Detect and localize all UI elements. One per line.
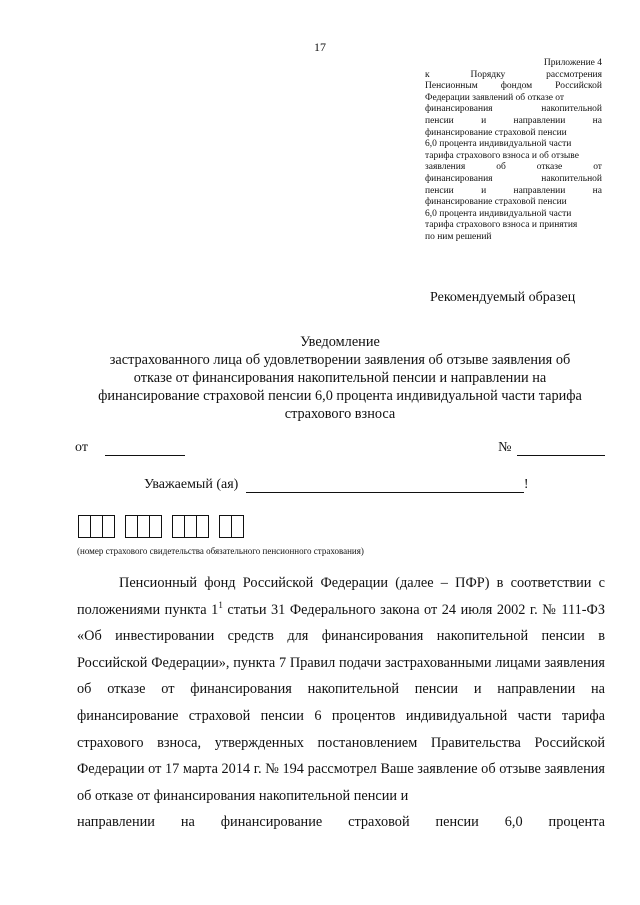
appendix-word: и [481, 185, 487, 196]
appendix-word: накопительной [541, 173, 602, 184]
body-text [77, 570, 605, 836]
snils-group-1[interactable] [78, 515, 115, 538]
body-last-line-word: пенсии [435, 814, 479, 831]
notice-subtitle-line-3: финансирование страховой пенсии 6,0 процента индивидуальной части тарифа [98, 388, 582, 404]
body-last-line [77, 809, 605, 836]
appendix-word: об [496, 162, 506, 173]
body-last-line-word: направлении [77, 814, 155, 831]
appendix-line [425, 70, 602, 82]
body-last-line-word: процента [548, 814, 605, 831]
notice-title: Уведомление [300, 334, 380, 350]
appendix-word: заявления [425, 162, 466, 173]
appendix-line [425, 104, 602, 116]
greeting-line [144, 477, 528, 493]
appendix-word: тарифа страхового взноса и принятия [425, 220, 578, 231]
appendix-word: Пенсионным [425, 81, 478, 92]
notice-subtitle-line-4: страхового взноса [284, 406, 396, 422]
number-blank[interactable] [517, 441, 605, 456]
appendix-line [425, 81, 602, 93]
body-last-line-word: финансирование [220, 814, 323, 831]
appendix-block [425, 58, 602, 244]
appendix-word: на [592, 115, 602, 126]
appendix-word: тарифа страхового взноса и об отзыве [425, 150, 579, 161]
appendix-word: от [593, 162, 602, 173]
appendix-word: 6,0 процента индивидуальной части [425, 208, 572, 219]
appendix-line [425, 209, 602, 221]
body-last-line-word: 6,0 [504, 814, 523, 831]
snils-boxes[interactable] [78, 515, 244, 538]
number-field[interactable] [498, 440, 605, 456]
notice-subtitle-line-2: отказе от финансирования накопительной пенсии и направлении на [133, 370, 547, 386]
appendix-line [425, 116, 602, 128]
appendix-word: Порядку [470, 69, 506, 80]
appendix-word: финансирования [425, 173, 493, 184]
appendix-line [425, 139, 602, 151]
snils-cell[interactable] [196, 515, 209, 538]
snils-cell[interactable] [231, 515, 244, 538]
appendix-line [425, 93, 602, 105]
number-label: № [498, 440, 512, 455]
body-last-line-word: страховой [348, 814, 410, 831]
date-field[interactable] [75, 440, 185, 456]
appendix-line [425, 128, 602, 140]
appendix-word: по ним решений [425, 231, 492, 242]
notice-heading [80, 333, 600, 423]
appendix-word: рассмотрения [546, 69, 602, 80]
body-last-line-word: на [180, 814, 195, 831]
snils-group-2[interactable] [125, 515, 162, 538]
appendix-word: отказе [536, 162, 563, 173]
appendix-line [425, 174, 602, 186]
appendix-word: пенсии [425, 115, 454, 126]
appendix-lines [425, 70, 602, 244]
appendix-word: фондом [500, 81, 533, 92]
snils-group-3[interactable] [172, 515, 209, 538]
body-paragraph [77, 570, 605, 809]
appendix-line [425, 151, 602, 163]
notice-subtitle-line-1: застрахованного лица об удовлетворении заявления об отзыве заявления об [109, 352, 571, 368]
snils-cell[interactable] [149, 515, 162, 538]
appendix-word: 6,0 процента индивидуальной части [425, 139, 572, 150]
footnote-superscript: 1 [218, 599, 223, 610]
recipient-name-blank[interactable] [246, 478, 524, 493]
appendix-line [425, 162, 602, 174]
appendix-word: направлении [513, 115, 566, 126]
appendix-word: финансирование страховой пенсии [425, 197, 567, 208]
snils-group-4[interactable] [219, 515, 244, 538]
appendix-word: направлении [513, 185, 566, 196]
snils-caption: (номер страхового свидетельства обязательного пенсионного страхования) [77, 546, 364, 556]
greeting-end: ! [523, 477, 529, 492]
appendix-word: накопительной [541, 104, 602, 115]
date-blank[interactable] [105, 441, 185, 456]
appendix-line [425, 220, 602, 232]
sample-label: Рекомендуемый образец [430, 290, 576, 305]
page-number: 17 [314, 40, 326, 54]
body-text-part-1: Пенсионный фонд Российской Федерации (далее – ПФР) в соответствии с положениями пункта 1 [77, 575, 605, 618]
appendix-line [425, 186, 602, 198]
appendix-line [425, 232, 602, 244]
date-label: от [75, 440, 88, 455]
snils-cell[interactable] [102, 515, 115, 538]
appendix-word: финансирования [425, 104, 493, 115]
greeting-label: Уважаемый (ая) [144, 477, 239, 492]
appendix-word: к [425, 69, 430, 80]
appendix-word: и [481, 115, 487, 126]
appendix-word: Российской [555, 81, 602, 92]
appendix-word: финансирование страховой пенсии [425, 127, 567, 138]
appendix-word: пенсии [425, 185, 454, 196]
body-text-part-2: статьи 31 Федерального закона от 24 июля 2002 г. № 111-ФЗ «Об инвестировании средств для финансирования накопительной пенсии в Российской Федерации», пункта 7 Правил подачи застрахованными лицами заявления об отказе от финансирования накопительной пенсии и направлении на финансирование страховой пенсии 6 процентов индивидуальной части тарифа страхового взноса, утвержденных постановлением Правительства Российской Федерации от 17 марта 2014 г. № 194 рассмотрел Ваше заявление об отзыве заявления об отказе от финансирования накопительной пенсии и [77, 601, 605, 804]
appendix-word: на [592, 185, 602, 196]
appendix-title: Приложение 4 [543, 58, 602, 68]
appendix-word: Федерации заявлений об отказе от [425, 92, 565, 103]
appendix-line [425, 197, 602, 209]
